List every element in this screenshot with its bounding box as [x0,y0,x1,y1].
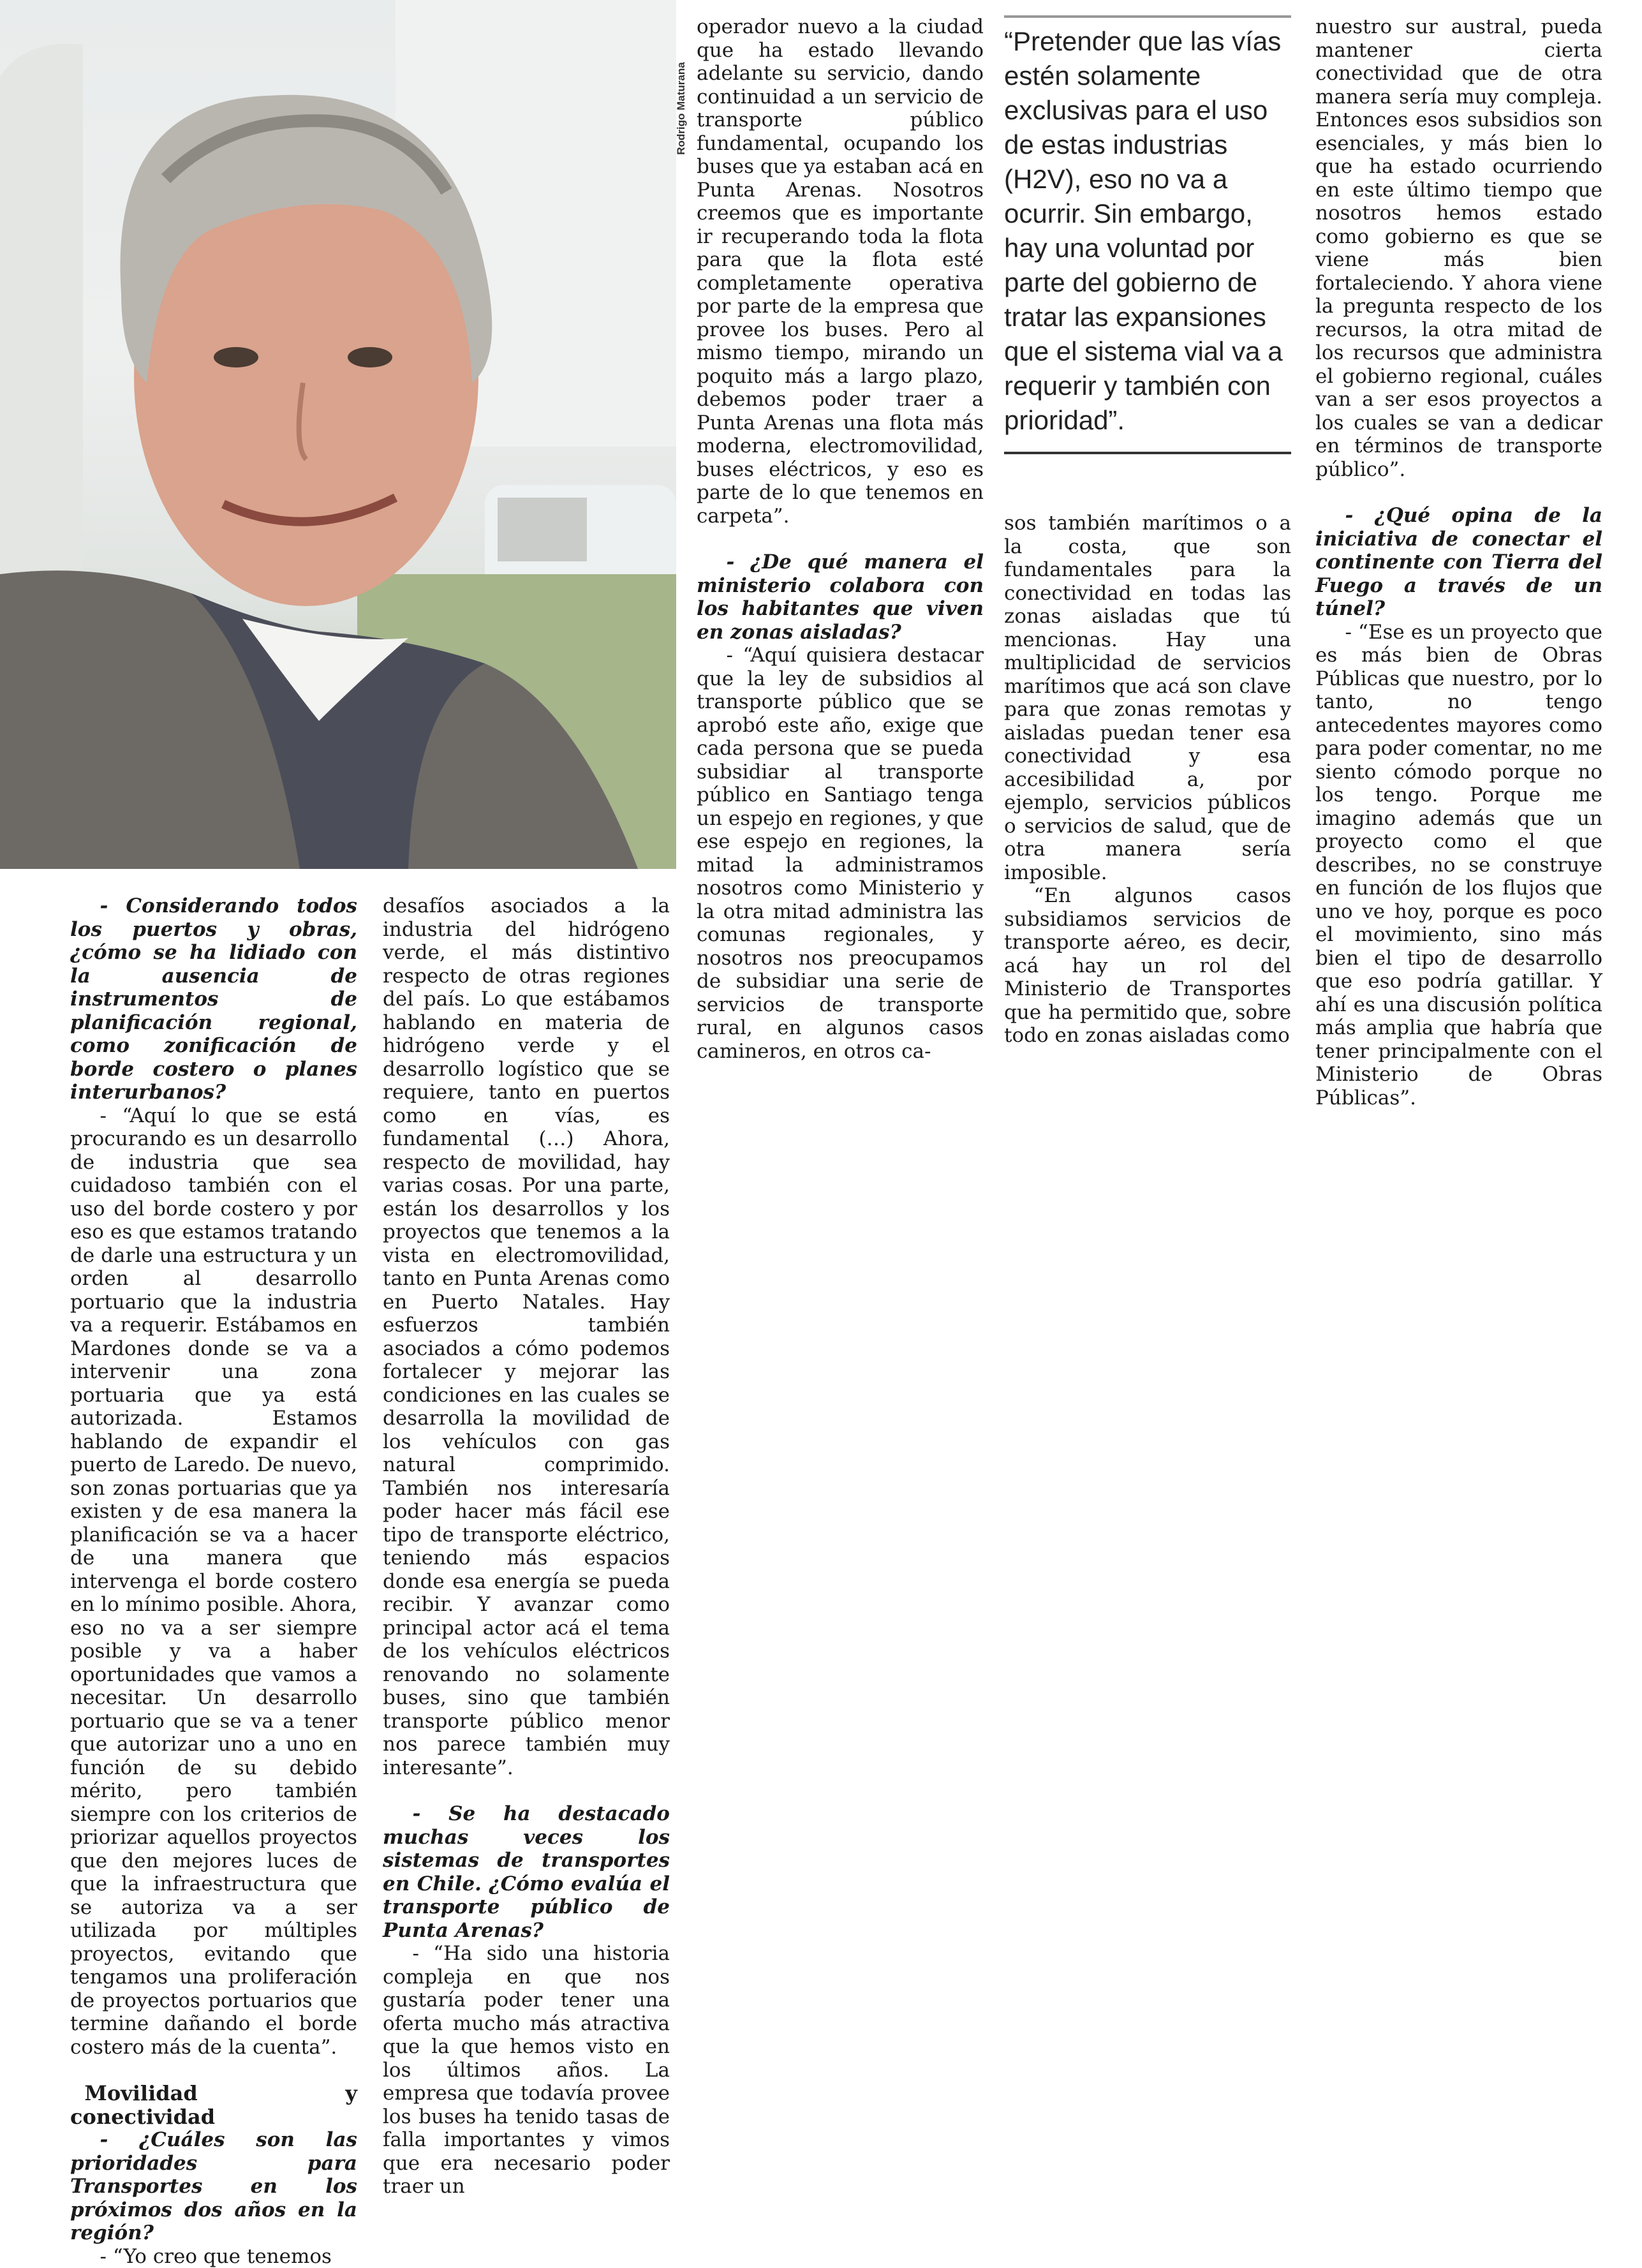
article-column-2 [383,894,670,2198]
answer-tunnel: - “Ese es un proyecto que es más bien de Obras Públicas que nuestro, por lo tanto, no tengo antecedentes mayores como para poder comentar, no me siento cómodo porque no los tengo. Porque me imagino además que un proyecto como el que describes, no se construye en función de los flujos que uno ve hoy, porque es poco el movimiento, sino más bien el tipo de desarrollo que eso podría gatillar. Y ahí es una discusión política más amplia que habría que tener principalmente con el Ministerio de Obras Públicas”. [1315,621,1602,1110]
question-priorities: - ¿Cuáles son las prioridades para Transportes en los próximos dos años en la región? [70,2128,357,2245]
question-public-transport: - Se ha destacado muchas veces los sistemas de transportes en Chile. ¿Cómo evalúa el transporte público de Punta Arenas? [383,1802,670,1942]
answer-planning: - “Aquí lo que se está procurando es un desarrollo de industria que sea cuidadoso también con el uso del borde costero y por eso es que estamos tratando de darle una estructura y un orden al desarrollo portuario que la industria va a requerir. Estábamos en Mardones donde se va a intervenir una zona portuaria que ya está autorizada. Estamos hablando de expandir el puerto de Laredo. De nuevo, son zonas portuarias que ya existen y de esa manera la planificación se va a hacer de una manera que intervenga el borde costero en lo mínimo posible. Ahora, eso no va a ser siempre posible y va a haber oportunidades que vamos a necesitar. Un desarrollo portuario que se va a tener que autorizar uno a uno en función de su debido mérito, pero también siempre con los criterios de priorizar aquellos proyectos que den mejores luces de que la infraestructura que se autoriza va a ser utilizada por múltiples proyectos, evitando que tengamos una proliferación de proyectos portuarios que termine dañando el borde costero más de la cuenta”. [70,1104,357,2059]
photo-credit [669,19,694,211]
question-planning: - Considerando todos los puertos y obras, ¿cómo se ha lidiado con la ausencia de instrumentos de planificación regional, como zonificación de borde costero o planes interurbanos? [70,894,357,1104]
article-column-5 [1315,15,1602,1109]
answer-isolated-zones-p2: “En algunos casos subsidiamos servicios de transporte aéreo, es decir, acá hay un rol del Ministerio de Transportes que ha permitido que, sobre todo en zonas aisladas como [1004,884,1291,1048]
article-column-1 [70,894,357,2268]
answer-public-transport-cont: operador nuevo a la ciudad que ha estado llevando adelante su servicio, dando continuidad a un servicio de transporte público fundamental, ocupando los buses que ya estaban acá en Punta Arenas. Nosotros creemos que es importante ir recuperando toda la flota para que la flota esté completamente operativa por parte de la empresa que provee los buses. Pero al mismo tiempo, mirando un poquito más a largo plazo, debemos poder traer a Punta Arenas una flota más moderna, electromovilidad, buses eléctricos, y eso es parte de lo que tenemos en carpeta”. [697,15,984,528]
article-column-3 [697,15,984,1063]
answer-priorities-cont: desafíos asociados a la industria del hidrógeno verde, el más distintivo respecto de otras regiones del país. Lo que estábamos hablando en materia de hidrógeno verde y el desarrollo logístico que se requiere, tanto en puertos como en vías, es fundamental (…) Ahora, respecto de movilidad, hay varias cosas. Por una parte, están los desarrollos y los proyectos que tenemos a la vista en electromovilidad, tanto en Punta Arenas como en Puerto Natales. Hay esfuerzos también asociados a cómo podemos fortalecer y mejorar las condiciones en las cuales se desarrolla la movilidad de los vehículos con gas natural comprimido. También nos interesaría poder hacer más fácil ese tipo de transporte eléctrico, teniendo más espacios donde esa energía se pueda recibir. Y avanzar como principal actor acá el tema de los vehículos eléctricos renovando no solamente buses, sino que también transporte público menor nos parece también muy interesante”. [383,894,670,1779]
answer-isolated-zones-start: - “Aquí quisiera destacar que la ley de subsidios al transporte público que se aprobó este año, exige que cada persona que se pueda subsidiar al transporte público en Santiago tenga un espejo en regiones, y que ese espejo en regiones, la mitad la administramos nosotros como Ministerio y la otra mitad administra las comunas regionales, y nosotros nos preocupamos de subsidiar una serie de servicios de transporte rural, en algunos casos camineros, en otros ca- [697,644,984,1063]
question-tunnel: - ¿Qué opina de la iniciativa de conectar el continente con Tierra del Fuego a través de un túnel? [1315,504,1602,621]
pull-quote-text: “Pretender que las vías estén solamente exclusivas para el uso de estas industrias (H2V), eso no va a ocurrir. Sin embargo, hay una voluntad por parte del gobierno de tratar las expansiones que el sistema vial va a requerir y también con prioridad”. [1004,24,1291,438]
question-isolated-zones: - ¿De qué manera el ministerio colabora con los habitantes que viven en zonas aisladas? [697,551,984,644]
answer-priorities-start: - “Yo creo que tenemos [70,2245,357,2268]
pull-quote [1004,15,1291,454]
photo-credit-text: Rodrigo Maturana [675,26,688,191]
answer-isolated-zones-cont: sos también marítimos o a la costa, que son fundamentales para la conectividad en todas las zonas aisladas que tú mencionas. Hay una multiplicidad de servicios marítimos que acá son clave para que zonas remotas y aisladas puedan tener esa conectividad y esa accesibilidad a, por ejemplo, servicios públicos o servicios de salud, que de otra manera sería imposible. [1004,512,1291,884]
answer-public-transport-start: - “Ha sido una historia compleja en que nos gustaría poder tener una oferta mucho más atractiva que la que hemos visto en los últimos años. La empresa que todavía provee los buses ha tenido tasas de falla importantes y vimos que era necesario poder traer un [383,1942,670,2198]
subheading-mobility: Movilidad y conectividad [70,2082,357,2128]
portrait-photo [0,0,676,869]
answer-isolated-zones-end: nuestro sur austral, pueda mantener cierta conectividad que de otra manera sería muy compleja. Entonces esos subsidios son esenciales, y más bien lo que ha estado ocurriendo en este último tiempo que nosotros hemos estado como gobierno es que se viene más bien fortaleciendo. Y ahora viene la pregunta respecto de los recursos, la otra mitad de los recursos que administra el gobierno regional, cuáles van a ser esos proyectos a los cuales se van a dedicar en términos de transporte público”. [1315,15,1602,481]
person-portrait-icon [0,0,676,869]
article-column-4 [1004,512,1291,1048]
